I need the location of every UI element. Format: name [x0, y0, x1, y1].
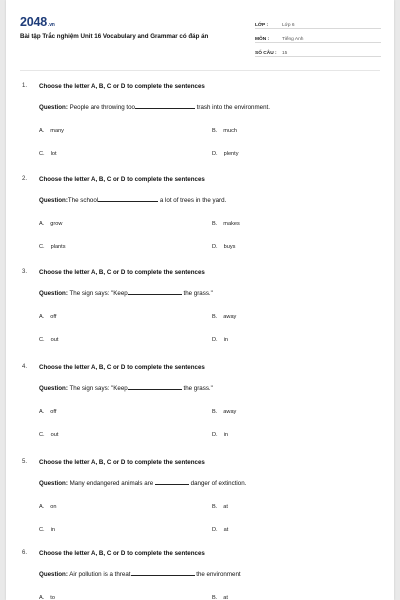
option-text: on	[50, 504, 57, 510]
document-title: Bài tập Trắc nghiệm Unit 16 Vocabulary and Grammar có đáp án	[20, 33, 209, 40]
document-page	[6, 0, 394, 600]
option-text: buys	[223, 244, 236, 250]
option-c[interactable]	[39, 244, 66, 250]
answer-blank	[128, 389, 182, 390]
answer-blank	[155, 484, 189, 485]
option-d[interactable]	[212, 432, 228, 438]
option-letter: A.	[39, 128, 45, 134]
question-after: the grass."	[183, 385, 213, 392]
option-letter: B.	[212, 409, 218, 415]
option-a[interactable]	[39, 504, 57, 510]
question-instruction: Choose the letter A, B, C or D to complete the sentences	[39, 176, 205, 183]
option-letter: C.	[39, 527, 45, 533]
option-a[interactable]	[39, 409, 56, 415]
question-after: a lot of trees in the yard.	[159, 197, 227, 204]
option-c[interactable]	[39, 151, 57, 157]
option-b[interactable]	[212, 314, 236, 320]
question-instruction: Choose the letter A, B, C or D to complete the sentences	[39, 459, 205, 466]
option-text: at	[223, 527, 229, 533]
option-letter: B.	[212, 595, 218, 600]
meta-subject-row	[255, 29, 381, 43]
option-d[interactable]	[212, 244, 235, 250]
question-label: Question:	[39, 480, 68, 487]
question-text	[39, 197, 226, 204]
option-text: off	[50, 409, 57, 415]
document-header	[6, 0, 394, 62]
question-number: 3.	[22, 269, 28, 275]
option-letter: C.	[39, 151, 45, 157]
option-letter: A.	[39, 504, 45, 510]
option-letter: B.	[212, 128, 218, 134]
question-before: The sign says: "Keep	[69, 290, 128, 297]
option-letter: A.	[39, 595, 45, 600]
logo-suffix: .vn	[48, 22, 55, 28]
option-text: to	[50, 595, 55, 600]
meta-label: MÔN :	[255, 37, 270, 42]
option-letter: C.	[39, 337, 45, 343]
option-letter: C.	[39, 432, 45, 438]
option-text: away	[223, 409, 237, 415]
answer-blank	[135, 108, 195, 109]
question-number: 5.	[22, 459, 28, 465]
question-text	[39, 104, 270, 111]
logo-text: 2048	[20, 15, 48, 29]
answer-blank	[128, 294, 182, 295]
header-divider	[20, 70, 380, 71]
option-a[interactable]	[39, 128, 64, 134]
option-letter: D.	[212, 527, 218, 533]
option-letter: A.	[39, 221, 45, 227]
question-instruction: Choose the letter A, B, C or D to complete the sentences	[39, 269, 205, 276]
question-before: People are throwing too	[69, 104, 135, 111]
option-a[interactable]	[39, 221, 62, 227]
option-letter: B.	[212, 504, 218, 510]
option-a[interactable]	[39, 314, 56, 320]
meta-value: 15	[282, 51, 288, 56]
option-letter: C.	[39, 244, 45, 250]
option-text: plants	[50, 244, 66, 250]
option-text: out	[50, 337, 59, 343]
site-logo[interactable]	[20, 15, 55, 29]
question-label: Question:	[39, 104, 68, 111]
option-letter: B.	[212, 314, 218, 320]
question-after: danger of extinction.	[190, 480, 247, 487]
option-text: off	[50, 314, 57, 320]
option-text: many	[50, 128, 64, 134]
option-a[interactable]	[39, 595, 55, 600]
option-text: away	[223, 314, 237, 320]
meta-value: Lớp 6	[282, 23, 295, 28]
option-c[interactable]	[39, 337, 58, 343]
question-label: Question:	[39, 290, 68, 297]
question-instruction: Choose the letter A, B, C or D to complete the sentences	[39, 364, 205, 371]
option-b[interactable]	[212, 221, 240, 227]
question-text	[39, 290, 213, 297]
question-before: Many endangered animals are	[69, 480, 154, 487]
option-text: at	[223, 504, 228, 510]
question-after: the environment	[196, 571, 241, 578]
meta-grade-row	[255, 15, 381, 29]
question-number: 1.	[22, 83, 28, 89]
question-label: Question:	[39, 385, 68, 392]
question-number: 2.	[22, 176, 28, 182]
question-label: Question:	[39, 197, 68, 204]
option-text: makes	[223, 221, 240, 227]
question-after: the grass."	[183, 290, 213, 297]
option-text: in	[223, 432, 228, 438]
option-letter: B.	[212, 221, 218, 227]
option-text: in	[223, 337, 228, 343]
question-instruction: Choose the letter A, B, C or D to complete the sentences	[39, 83, 205, 90]
option-letter: D.	[212, 432, 218, 438]
question-text	[39, 571, 241, 578]
option-text: much	[223, 128, 237, 134]
option-letter: D.	[212, 244, 218, 250]
option-b[interactable]	[212, 128, 237, 134]
answer-blank	[131, 575, 195, 576]
question-before: Air pollution is a threat	[69, 571, 131, 578]
option-letter: D.	[212, 337, 218, 343]
question-before: The sign says: "Keep	[69, 385, 128, 392]
question-number: 4.	[22, 364, 28, 370]
meta-label: SỐ CÂU :	[255, 51, 277, 56]
option-d[interactable]	[212, 527, 228, 533]
option-letter: A.	[39, 409, 45, 415]
option-d[interactable]	[212, 337, 228, 343]
option-text: lot	[50, 151, 57, 157]
question-number: 6.	[22, 550, 28, 556]
option-letter: D.	[212, 151, 218, 157]
option-text: grow	[50, 221, 63, 227]
option-d[interactable]	[212, 151, 239, 157]
option-b[interactable]	[212, 409, 236, 415]
question-label: Question:	[39, 571, 68, 578]
option-text: at	[223, 595, 228, 600]
option-c[interactable]	[39, 527, 55, 533]
question-before: The school	[67, 197, 99, 204]
meta-count-row	[255, 43, 381, 57]
option-text: plenty	[223, 151, 239, 157]
option-letter: A.	[39, 314, 45, 320]
option-b[interactable]	[212, 595, 228, 600]
meta-value: Tiếng Anh	[282, 37, 304, 42]
option-text: out	[50, 432, 59, 438]
answer-blank	[98, 201, 158, 202]
question-text	[39, 480, 246, 487]
meta-label: LỚP :	[255, 23, 269, 28]
question-after: trash into the environment.	[196, 104, 270, 111]
question-text	[39, 385, 213, 392]
option-b[interactable]	[212, 504, 228, 510]
option-c[interactable]	[39, 432, 58, 438]
question-instruction: Choose the letter A, B, C or D to complete the sentences	[39, 550, 205, 557]
document-meta	[255, 15, 381, 57]
option-text: in	[50, 527, 55, 533]
